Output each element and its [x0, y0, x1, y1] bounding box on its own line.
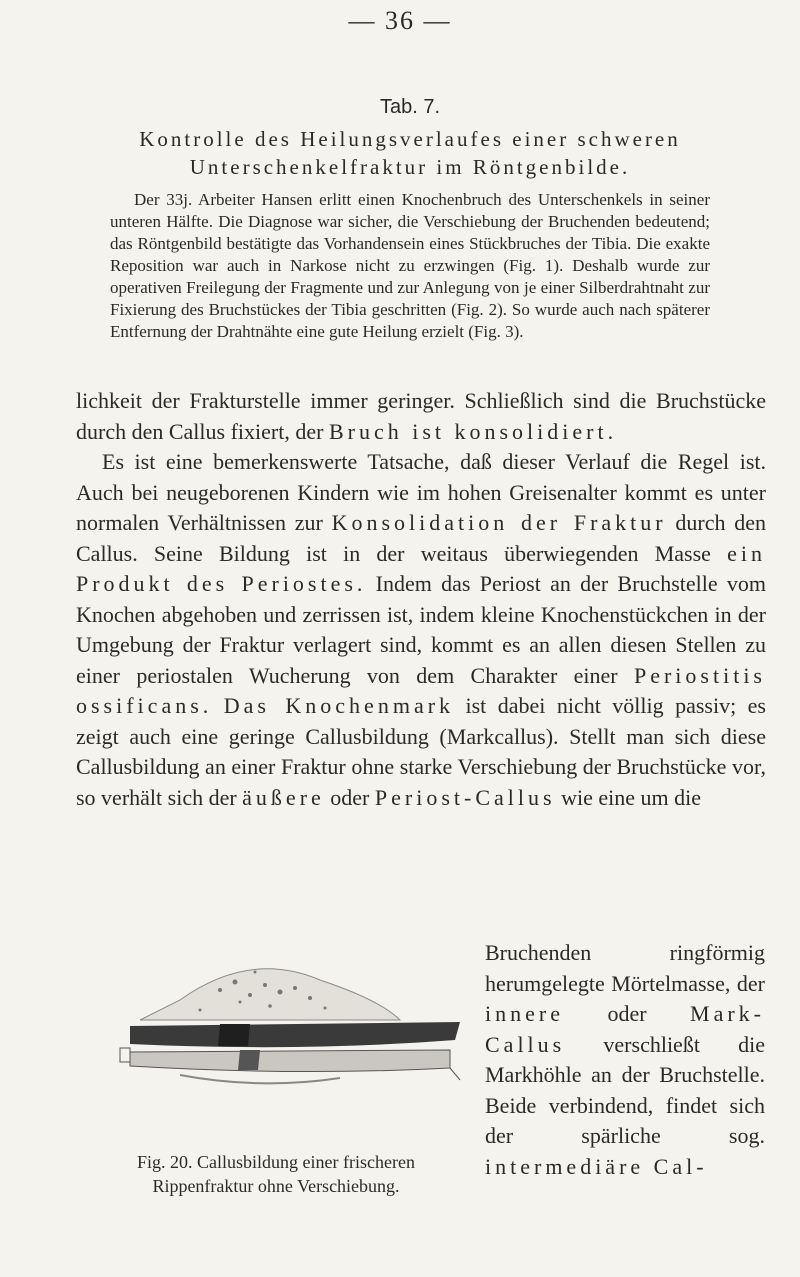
text-run: oder	[324, 784, 375, 810]
text-run: verschließt die Markhöhle an der Bruchstelle. Beide verbindend, findet sich der spärliche sog.	[485, 1031, 765, 1148]
table-title: Kontrolle des Heilungsverlaufes einer schweren Unterschenkelfraktur im Röntgenbilde.	[139, 127, 681, 179]
table-caption-block	[110, 96, 710, 343]
table-description: Der 33j. Arbeiter Hansen erlitt einen Knochenbruch des Unterschenkels in seiner unteren Hälfte. Die Diagnose war sicher, die Verschiebung der Bruchenden bedeutend; das Röntgenbild bestätigte das Vorhandensein eines Stückbruches der Tibia. Die exakte Reposition war auch in Narkose nicht zu erzwingen (Fig. 1). Deshalb wurde zur operativen Freilegung der Fragmente und zur Anlegung von je einer Silberdrahtnaht zur Fixierung des Bruchstückes der Tibia geschritten (Fig. 2). So wurde auch nach späterer Entfernung der Drahtnähte eine gute Heilung erzielt (Fig. 3).	[110, 190, 710, 341]
table-label: Tab. 7.	[379, 96, 441, 118]
text-run: wie eine um die	[555, 784, 701, 810]
emphasis-knochenmark: Das Knochenmark	[223, 693, 455, 718]
side-column-text	[485, 938, 765, 1182]
text-run: Bruchenden ringförmig herumgelegte Mörtelmasse, der	[485, 940, 765, 996]
text-run: oder	[563, 1001, 691, 1026]
text-run: durch den Callus. Seine Bildung ist in der weitaus überwiegenden Masse	[76, 510, 766, 566]
paragraph-1	[76, 386, 766, 447]
emphasis-periostitis: Periostitis ossificans.	[76, 662, 766, 718]
emphasis-produkt-periostes: ein Produkt des Periostes.	[76, 540, 766, 596]
emphasis-periost-callus: Periost-Callus	[374, 784, 556, 810]
text-run: Indem das Periost an der Bruchstelle vom Knochen abgehoben und zerrissen ist, indem kleine Knochenstückchen in der Umgebung der Fraktur verlagert sind, kommt es an allen diesen Stellen zu einer periostalen Wucherung von dem Charakter einer	[76, 571, 766, 688]
text-run: Es ist eine bemerkenswerte Tatsache, daß dieser Verlauf die Regel ist. Auch bei neugeborenen Kindern wie im hohen Greisenalter kommt es unter normalen Verhältnissen zur	[76, 449, 766, 535]
main-body-text	[76, 386, 766, 813]
emphasis-intermediaere: intermediäre Cal-	[485, 1153, 708, 1179]
figure-caption: Fig. 20. Callusbildung einer frischeren Rippenfraktur ohne Verschiebung.	[137, 1152, 415, 1196]
emphasis-bruch-konsolidiert: Bruch ist konsolidiert.	[328, 418, 618, 444]
emphasis-innere: innere	[485, 1001, 564, 1026]
text-run: ist dabei nicht völlig passiv; es zeigt auch eine geringe Callusbildung (Markcallus). Stellt man sich diese Callusbildung an einer Fraktur ohne starke Verschiebung der Bruchstücke vor, so verhält sich der	[76, 693, 766, 810]
emphasis-mark-callus: Mark-Callus	[485, 1001, 765, 1057]
text-run	[212, 693, 223, 718]
paragraph-2	[76, 447, 766, 813]
side-paragraph	[485, 938, 765, 1182]
emphasis-konsolidation: Konsolidation der Fraktur	[331, 510, 667, 535]
text-run: lichkeit der Frakturstelle immer geringer. Schließlich sind die Bruchstücke durch den Callus fixiert, der	[76, 388, 766, 444]
rib-fracture-callus-illustration	[100, 940, 470, 1130]
page-number: — 36 —	[348, 6, 452, 35]
figure-20	[100, 940, 470, 1130]
emphasis-aeussere: äußere	[242, 784, 325, 810]
